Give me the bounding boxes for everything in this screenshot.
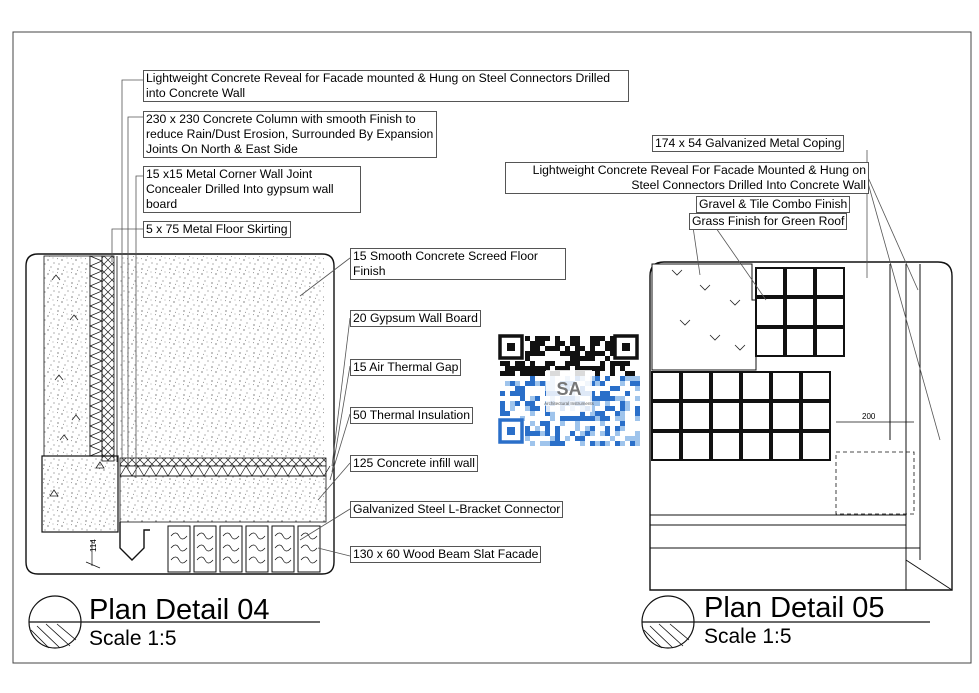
qr-code (500, 336, 640, 446)
tile (682, 372, 710, 400)
label-air-gap: 15 Air Thermal Gap (350, 359, 461, 376)
qr-logo-subtitle: Architectural Instruments (544, 401, 594, 406)
tile (652, 372, 680, 400)
label-concrete-infill: 125 Concrete infill wall (350, 455, 478, 472)
tile (816, 328, 844, 356)
label-gravel-tile: Gravel & Tile Combo Finish (696, 196, 850, 213)
plan-detail-05-drawing (650, 262, 952, 590)
tile (786, 268, 814, 296)
label-screed-floor: 15 Smooth Concrete Screed Floor Finish (350, 248, 566, 280)
tile (712, 432, 740, 460)
label-wood-slat-facade: 130 x 60 Wood Beam Slat Facade (350, 546, 541, 563)
plan-detail-04-drawing (26, 254, 334, 574)
label-l-bracket: Galvanized Steel L-Bracket Connector (350, 501, 563, 518)
tile (786, 298, 814, 326)
tile (652, 432, 680, 460)
label-lightweight-reveal-05: Lightweight Concrete Reveal For Facade Mounted & Hung on Steel Connectors Drilled Into Concrete Wall (505, 162, 869, 194)
tile (772, 402, 800, 430)
qr-logo-initials: SA (556, 379, 582, 399)
tile (802, 402, 830, 430)
tile (712, 402, 740, 430)
tile (742, 372, 770, 400)
label-concrete-column: 230 x 230 Concrete Column with smooth Finish to reduce Rain/Dust Erosion, Surrounded By Expansion Joints On North & East Side (143, 111, 437, 158)
label-gypsum-board: 20 Gypsum Wall Board (350, 310, 481, 327)
plan-detail-04-title: Plan Detail 04 (89, 594, 270, 626)
wood-slat (194, 526, 216, 572)
tile (742, 432, 770, 460)
tile (772, 372, 800, 400)
wood-slat (298, 526, 320, 572)
label-grass-finish: Grass Finish for Green Roof (689, 213, 847, 230)
label-lightweight-reveal-04: Lightweight Concrete Reveal for Facade mounted & Hung on Steel Connectors Drilled into Concrete Wall (143, 70, 629, 102)
tile (756, 298, 784, 326)
tile (712, 372, 740, 400)
plan-detail-05-scale: Scale 1:5 (704, 625, 792, 648)
tile (682, 402, 710, 430)
plan-detail-05-title: Plan Detail 05 (704, 592, 885, 624)
tile (756, 328, 784, 356)
dimension-04: 114 (89, 539, 98, 552)
tile (742, 402, 770, 430)
tile (682, 432, 710, 460)
tile (652, 402, 680, 430)
label-metal-coping: 174 x 54 Galvanized Metal Coping (652, 135, 844, 152)
label-corner-joint-concealer: 15 x15 Metal Corner Wall Joint Concealer Drilled Into gypsum wall board (143, 166, 361, 213)
label-thermal-insulation: 50 Thermal Insulation (350, 407, 473, 424)
label-floor-skirting: 5 x 75 Metal Floor Skirting (143, 221, 291, 238)
tile (786, 328, 814, 356)
plan-detail-04-scale: Scale 1:5 (89, 627, 177, 650)
wood-slat (168, 526, 190, 572)
tile (802, 372, 830, 400)
tile (816, 268, 844, 296)
tile (816, 298, 844, 326)
tile (772, 432, 800, 460)
wood-slat (272, 526, 294, 572)
tile (802, 432, 830, 460)
dimension-05: 200 (862, 412, 876, 421)
wood-slat (246, 526, 268, 572)
wood-slat (220, 526, 242, 572)
